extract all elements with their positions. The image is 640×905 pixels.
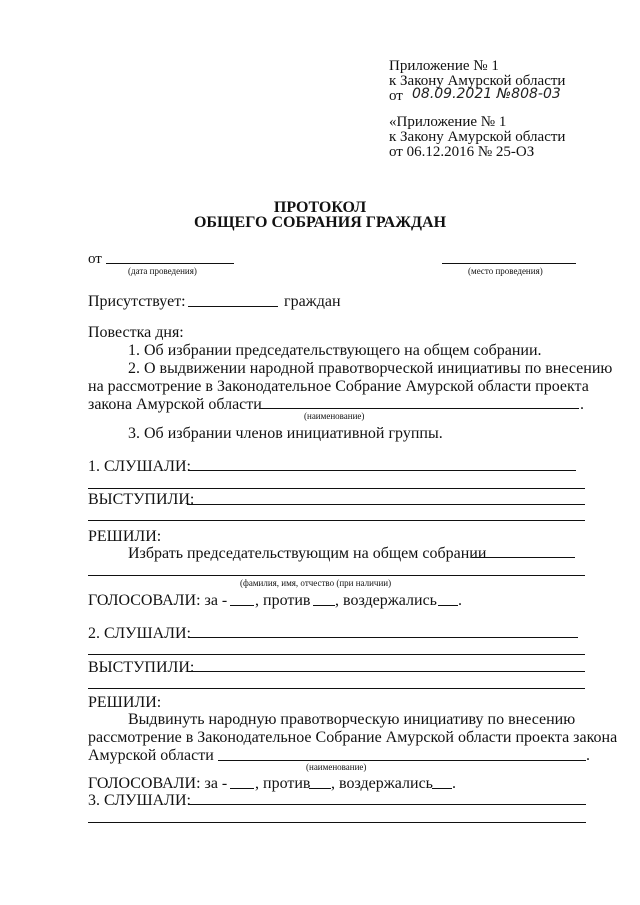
agenda-item-2-line2: на рассмотрение в Законодательное Собрание Амурской области проекта xyxy=(88,378,589,395)
section1-vote-abstain-blank[interactable] xyxy=(438,605,458,606)
section1-vote-against-blank[interactable] xyxy=(313,605,335,606)
date-caption: (дата проведения) xyxy=(128,266,197,276)
original-attachment-label: «Приложение № 1 xyxy=(389,114,507,130)
section2-heard-label: 2. СЛУШАЛИ: xyxy=(88,625,191,642)
section1-vote-label: ГОЛОСОВАЛИ: за - xyxy=(88,592,228,609)
page-title: ПРОТОКОЛ xyxy=(273,199,367,216)
section2-spoke-label: ВЫСТУПИЛИ: xyxy=(88,659,195,676)
section1-vote-abstain-label: , воздержались xyxy=(335,592,437,609)
date-blank[interactable] xyxy=(106,263,234,264)
section1-decided-label: РЕШИЛИ: xyxy=(88,528,162,545)
original-law-ref: к Закону Амурской области xyxy=(389,129,566,145)
from-label: от xyxy=(88,251,102,267)
section2-spoke-blank[interactable] xyxy=(187,671,585,672)
section1-spoke-blank-2[interactable] xyxy=(88,520,585,521)
place-caption: (место проведения) xyxy=(468,266,543,276)
section2-heard-blank[interactable] xyxy=(188,637,578,638)
attachment-date-prefix: от xyxy=(389,88,403,104)
section2-decided-label: РЕШИЛИ: xyxy=(88,694,162,711)
agenda-item-2-end: . xyxy=(580,396,584,413)
section2-vote-against-label: , против xyxy=(255,775,311,792)
attachment-label: Приложение № 1 xyxy=(389,58,499,74)
agenda-heading: Повестка дня: xyxy=(88,324,184,341)
law-name-blank[interactable] xyxy=(259,408,579,409)
attachment-law-ref: к Закону Амурской области xyxy=(389,73,566,89)
handwritten-date-number: 08.09.2021 №808-03 xyxy=(412,86,561,102)
section1-spoke-label: ВЫСТУПИЛИ: xyxy=(88,491,195,508)
original-law-date: от 06.12.2016 № 25-ОЗ xyxy=(389,144,535,160)
chairman-blank-2[interactable] xyxy=(88,575,585,576)
section2-vote-end: . xyxy=(452,775,456,792)
present-label: Присутствует: xyxy=(88,293,186,310)
section1-heard-label: 1. СЛУШАЛИ: xyxy=(88,458,191,475)
section1-vote-end: . xyxy=(458,592,462,609)
section2-vote-label: ГОЛОСОВАЛИ: за - xyxy=(88,775,228,792)
agenda-item-1: 1. Об избрании председательствующего на общем собрании. xyxy=(128,342,542,359)
section1-spoke-blank[interactable] xyxy=(187,504,585,505)
page-subtitle: ОБЩЕГО СОБРАНИЯ ГРАЖДАН xyxy=(193,214,447,231)
section3-heard-label: 3. СЛУШАЛИ: xyxy=(88,792,191,809)
section2-vote-for-blank[interactable] xyxy=(230,788,254,789)
section2-decision-line2: рассмотрение в Законодательное Собрание Амурской области проекта закона xyxy=(88,729,618,746)
section2-spoke-blank-2[interactable] xyxy=(88,688,585,689)
agenda-item-2-line1: 2. О выдвижении народной правотворческой инициативы по внесению xyxy=(128,360,613,377)
section1-decision-text: Избрать председательствующим на общем собрании xyxy=(128,545,487,562)
section2-law-name-blank[interactable] xyxy=(218,760,586,761)
section2-vote-abstain-blank[interactable] xyxy=(432,788,452,789)
section2-vote-against-blank[interactable] xyxy=(309,788,331,789)
section1-vote-for-blank[interactable] xyxy=(230,605,254,606)
section1-heard-blank[interactable] xyxy=(188,470,576,471)
present-suffix: граждан xyxy=(284,293,341,310)
fio-caption: (фамилия, имя, отчество (при наличии) xyxy=(240,578,392,588)
chairman-blank[interactable] xyxy=(472,557,575,558)
place-blank[interactable] xyxy=(442,263,576,264)
agenda-item-3: 3. Об избрании членов инициативной группы. xyxy=(128,425,443,442)
present-count-blank[interactable] xyxy=(188,306,278,307)
section1-vote-against-label: , против xyxy=(255,592,311,609)
section2-vote-abstain-label: , воздержались xyxy=(331,775,433,792)
agenda-item-2-line3: закона Амурской области xyxy=(88,396,262,413)
section2-decision-line1: Выдвинуть народную правотворческую инициативу по внесению xyxy=(128,711,576,728)
section3-heard-blank-2[interactable] xyxy=(88,822,586,823)
section1-heard-blank-2[interactable] xyxy=(88,488,585,489)
section2-name-caption: (наименование) xyxy=(306,762,367,772)
section2-decision-end: . xyxy=(586,747,590,764)
section2-heard-blank-2[interactable] xyxy=(88,654,585,655)
section2-decision-line3: Амурской области xyxy=(88,747,214,764)
law-name-caption: (наименование) xyxy=(304,411,365,421)
section3-heard-blank[interactable] xyxy=(188,804,586,805)
